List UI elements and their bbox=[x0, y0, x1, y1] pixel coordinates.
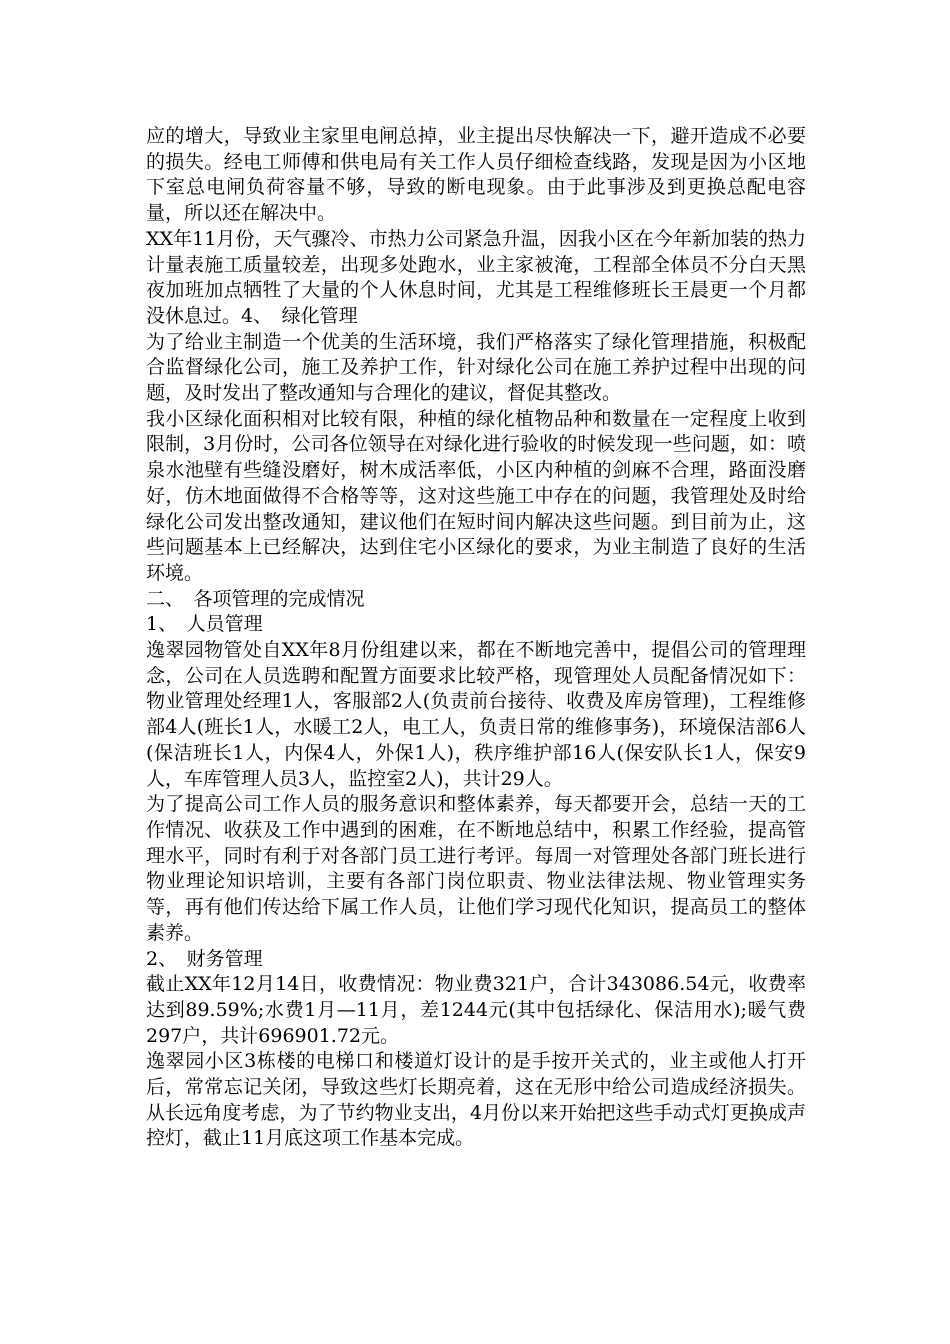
subsection-heading-finance: 2、 财务管理 bbox=[146, 947, 263, 970]
paragraph-lighting: 逸翠园小区3栋楼的电梯口和楼道灯设计的是手按开关式的，业主或他人打开后，常常忘记关闭，导致这些灯长期亮着，这在无形中给公司造成经济损失。从长远角度考虑，为了节约物业支出，4月份以来开始把这些手动式灯更换成声控灯，截止11月底这项工作基本完成。 bbox=[146, 1050, 806, 1150]
subsection-heading-personnel: 1、 人员管理 bbox=[146, 613, 263, 636]
paragraph-staffing: 逸翠园物管处自XX年8月份组建以来，都在不断地完善中，提倡公司的管理理念，公司在人员选聘和配置方面要求比较严格，现管理处人员配备情况如下：物业管理处经理1人，客服部2人(负责前台接待、收费及库房管理)，工程维修部4人(班长1人，水暖工2人，电工人，负责日常的维修事务)，环境保洁部6人(保洁班长1人，内保4人，外保1人)，秩序维护部16人(保安队长1人，保安9人，车库管理人员3人，监控室2人)，共计29人。 bbox=[146, 639, 806, 790]
paragraph-training: 为了提高公司工作人员的服务意识和整体素养，每天都要开会，总结一天的工作情况、收获及工作中遇到的困难，在不断地总结中，积累工作经验，提高管理水平，同时有利于对各部门员工进行考评。每周一对管理处各部门班长进行物业理论知识培训，主要有各部门岗位职责、物业法律法规、物业管理实务等，再有他们传达给下属工作人员，让他们学习现代化知识，提高员工的整体素养。 bbox=[146, 793, 806, 944]
paragraph-greening-measures: 为了给业主制造一个优美的生活环境，我们严格落实了绿化管理措施，积极配合监督绿化公司，施工及养护工作，针对绿化公司在施工养护过程中出现的问题，及时发出了整改通知与合理化的建议，督促其整改。 bbox=[146, 330, 806, 405]
paragraph-power-outage: 应的增大，导致业主家里电闸总掉，业主提出尽快解决一下，避开造成不必要的损失。经电工师傅和供电局有关工作人员仔细检查线路，发现是因为小区地下室总电闸负荷容量不够，导致的断电现象。由于此事涉及到更换总配电容量，所以还在解决中。 bbox=[146, 125, 806, 225]
document-body bbox=[146, 124, 806, 1152]
paragraph-greening-issues: 我小区绿化面积相对比较有限，种植的绿化植物品种和数量在一定程度上收到限制，3月份时，公司各位领导在对绿化进行验收的时候发现一些问题，如：喷泉水池壁有些缝没磨好，树木成活率低，小区内种植的剑麻不合理，路面没磨好，仿木地面做得不合格等等，这对这些施工中存在的问题，我管理处及时给绿化公司发出整改通知，建议他们在短时间内解决这些问题。到目前为止，这些问题基本上已经解决，达到住宅小区绿化的要求，为业主制造了良好的生活环境。 bbox=[146, 407, 806, 584]
section-heading-management: 二、 各项管理的完成情况 bbox=[146, 587, 365, 610]
paragraph-heating: XX年11月份，天气骤冷、市热力公司紧急升温，因我小区在今年新加装的热力计量表施工质量较差，出现多处跑水，业主家被淹，工程部全体员不分白天黑夜加班加点牺牲了大量的个人休息时间，尤其是工程维修班长王晨更一个月都没休息过。4、 绿化管理 bbox=[146, 227, 806, 327]
paragraph-fees: 截止XX年12月14日，收费情况：物业费321户，合计343086.54元，收费率达到89.59%;水费1月—11月，差1244元(其中包括绿化、保洁用水);暖气费297户，共计696901.72元。 bbox=[146, 973, 806, 1047]
